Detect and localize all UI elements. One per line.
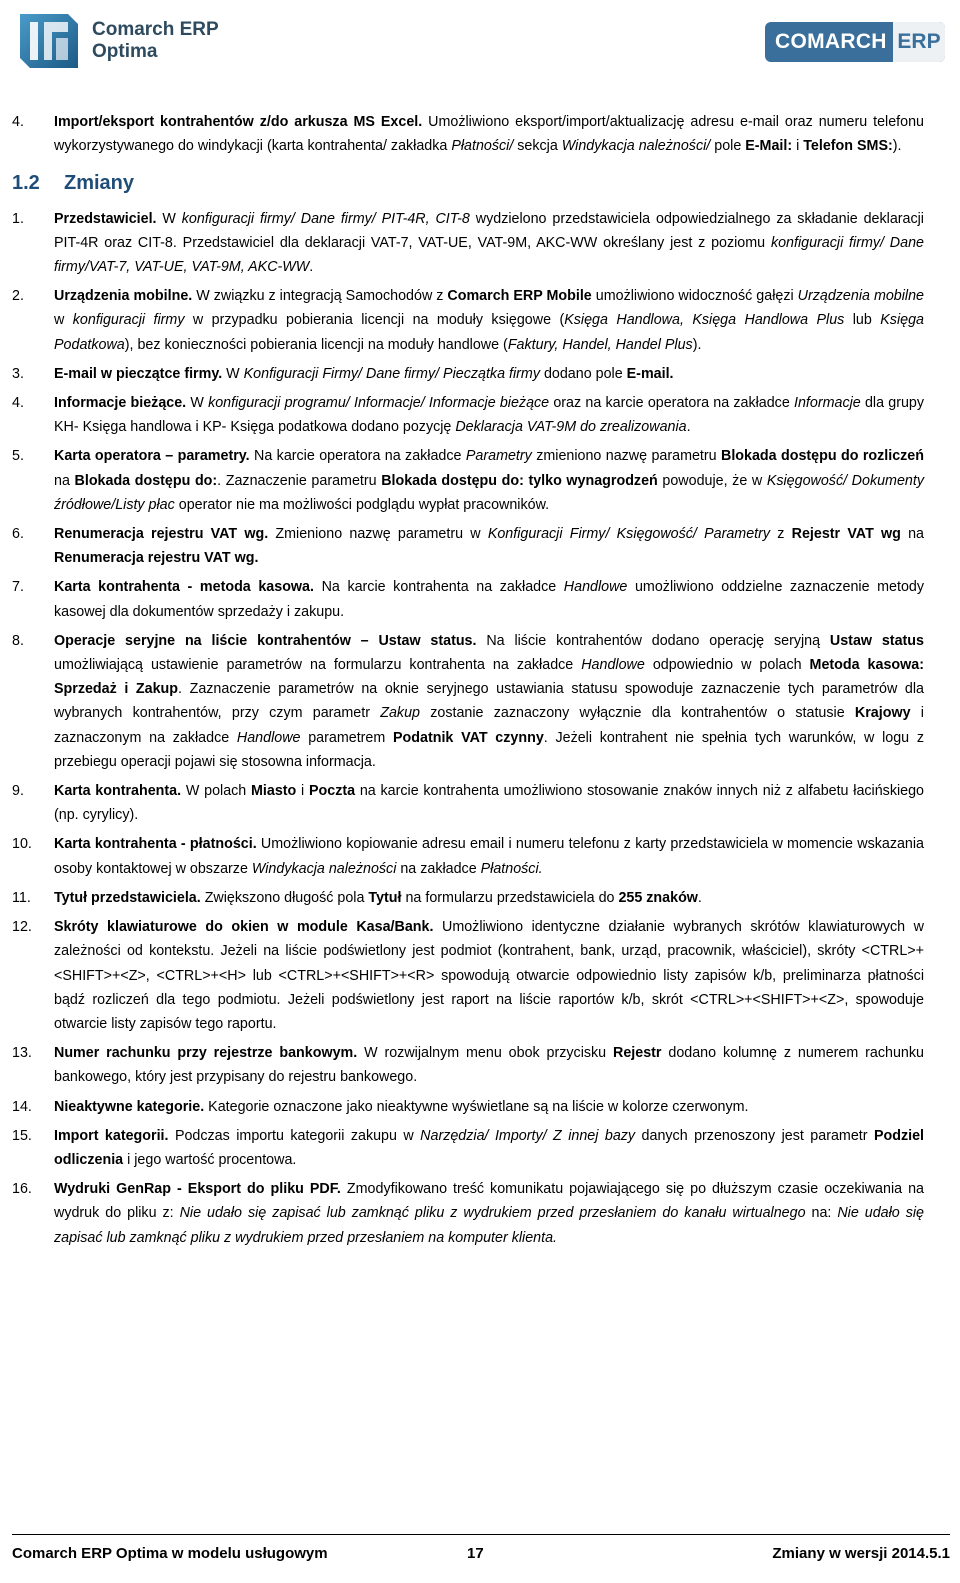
text-run: . Zaznaczenie parametru: [217, 472, 382, 489]
text-run: Tytuł: [368, 889, 402, 906]
text-run: na formularzu przedstawiciela do: [401, 889, 619, 906]
text-run: Konfiguracji Firmy/ Dane firmy/ Pieczątka firmy: [243, 365, 540, 382]
text-run: W: [222, 365, 244, 382]
intro-item-number: 4.: [12, 114, 24, 130]
text-run: Tytuł przedstawiciela.: [54, 889, 201, 906]
text-run: zmieniono nazwę parametru: [531, 448, 721, 465]
text-run: Comarch ERP Mobile: [447, 288, 592, 305]
list-item-number: 15.: [12, 1127, 32, 1144]
text-run: W: [156, 210, 182, 227]
text-run: Płatności/: [451, 138, 514, 155]
list-item: [12, 629, 924, 774]
text-run: Na liście kontrahentów dodano operację seryjną: [476, 632, 830, 649]
text-run: Urządzenia mobilne.: [54, 288, 193, 305]
list-item-text: [54, 886, 924, 910]
text-run: Blokada dostępu do rozliczeń: [721, 448, 924, 465]
text-run: powoduje, że w: [657, 472, 767, 489]
intro-item: [12, 110, 924, 158]
list-item-number: 16.: [12, 1181, 32, 1198]
text-run: i: [296, 783, 309, 800]
text-run: Umożliwiono eksport/import/aktualizację adresu e-mail oraz numeru telefonu wykorzystywanego do windykacji (karta kontrahenta/ zakładka: [54, 114, 925, 155]
text-run: Nie udało się zapisać lub zamknąć pliku z wydrukiem przed przesłaniem do kanału wirtualnego: [179, 1205, 806, 1222]
text-run: Windykacja należności: [251, 860, 397, 877]
text-run: Ustaw status: [829, 632, 924, 649]
footer-right-text: Zmiany w wersji 2014.5.1: [772, 1545, 950, 1562]
text-run: dodano pole: [539, 365, 627, 382]
text-run: Płatności.: [480, 860, 543, 877]
list-item-number: 14.: [12, 1098, 32, 1115]
text-run: Handlowe: [563, 579, 628, 596]
text-run: Miasto: [251, 783, 297, 800]
text-run: .: [309, 259, 314, 276]
list-item: [12, 284, 924, 357]
text-run: zostanie zaznaczony wyłącznie dla kontrahentów o statusie: [419, 705, 855, 722]
text-run: Parametry: [465, 448, 532, 465]
text-run: dodano kolumnę z numerem rachunku bankowego, który jest przypisany do rejestru bankowego.: [54, 1045, 924, 1086]
text-run: Deklaracja VAT-9M do zrealizowania: [455, 419, 687, 436]
list-item-text: [54, 915, 924, 1036]
text-run: ).: [692, 336, 702, 353]
text-run: Zakup: [380, 705, 420, 722]
text-run: Podczas importu kategorii zakupu w: [168, 1127, 421, 1144]
text-run: Umożliwiono kopiowanie adresu email i numeru telefonu z karty przedstawiciela w momencie wskazania osoby kontaktowej w obszarze: [54, 836, 924, 877]
text-run: na zakładce: [396, 860, 481, 877]
text-run: i zaznaczonym na zakładce: [54, 705, 924, 746]
text-run: konfiguracji firmy/ Dane firmy/ PIT-4R, CIT-8: [181, 210, 470, 227]
text-run: wydzielono przedstawiciela odpowiedzialnego za składanie deklaracji PIT-4R oraz CIT-8. Przedstawiciel dla deklaracji VAT-7, VAT-UE, VAT-9M, AKC-WW określany jest z poziomu: [54, 210, 924, 251]
text-run: Zmodyfikowano treść komunikatu pojawiającego się po dłuższym czasie oczekiwania na wydruk do pliku z:: [54, 1181, 924, 1222]
list-item: [12, 832, 924, 880]
text-run: Numer rachunku przy rejestrze bankowym.: [54, 1045, 358, 1062]
text-run: Na karcie kontrahenta na zakładce: [313, 579, 564, 596]
text-run: Przedstawiciel.: [54, 210, 157, 227]
text-run: .: [686, 419, 691, 436]
text-run: parametrem: [300, 729, 394, 746]
text-run: 255 znaków: [618, 889, 698, 906]
text-run: Blokada dostępu do:: [74, 472, 218, 489]
text-run: Faktury, Handel, Handel Plus: [507, 336, 693, 353]
text-run: Karta kontrahenta - metoda kasowa.: [54, 579, 314, 596]
list-item: [12, 1095, 924, 1119]
list-item-text: [54, 575, 924, 623]
text-run: Renumeracja rejestru VAT wg.: [54, 526, 269, 543]
optima-logo: [16, 10, 219, 72]
list-item-text: [54, 207, 924, 280]
text-run: Księga Handlowa, Księga Handlowa Plus: [564, 312, 845, 329]
list-item: [12, 391, 924, 439]
text-run: ).: [892, 138, 902, 155]
text-run: Konfiguracji Firmy/ Księgowość/ Parametry: [487, 526, 771, 543]
text-run: dla grupy KH- Księga handlowa i KP- Księga podatkowa dodano pozycję: [54, 395, 925, 436]
list-item-text: [54, 832, 924, 880]
list-item-number: 8.: [12, 632, 24, 649]
text-run: Import kategorii.: [54, 1127, 169, 1144]
text-run: sekcja: [513, 138, 562, 155]
text-run: Rejestr VAT wg: [791, 526, 901, 543]
list-item-text: [54, 444, 924, 517]
section-heading: [12, 171, 924, 195]
list-item: [12, 1124, 924, 1172]
list-item: [12, 1041, 924, 1089]
text-run: Krajowy: [854, 705, 911, 722]
footer-divider: [12, 1534, 950, 1535]
text-run: konfiguracji programu/ Informacje/ Informacje bieżące: [208, 395, 550, 412]
text-run: konfiguracji firmy/ Dane firmy/VAT-7, VAT-UE, VAT-9M, AKC-WW: [54, 234, 924, 276]
list-item: [12, 779, 924, 827]
list-item-number: 3.: [12, 365, 24, 382]
text-run: ), bez konieczności pobierania licencji na moduły handlowe (: [124, 336, 508, 353]
text-run: na karcie kontrahenta umożliwiono stosowanie znaków innych niż z alfabetu łacińskiego (np. cyrylicy).: [54, 783, 925, 824]
text-run: Import/eksport kontrahentów z/do arkusza MS Excel.: [54, 114, 423, 130]
section-number: 1.2: [12, 172, 40, 195]
text-run: umożliwiono widoczność gałęzi: [591, 288, 798, 305]
logo-line1: Comarch ERP: [92, 19, 219, 40]
list-item-text: [54, 629, 924, 774]
text-run: Metoda kasowa: Sprzedaż i Zakup: [54, 657, 924, 698]
list-item-number: 4.: [12, 395, 24, 412]
text-run: W: [186, 395, 209, 412]
text-run: umożliwiono oddzielne zaznaczenie metody kasowej dla dokumentów sprzedaży i zakupu.: [54, 579, 924, 620]
text-run: z: [770, 526, 792, 543]
text-run: E-Mail:: [745, 138, 793, 155]
section-title: Zmiany: [64, 172, 135, 195]
text-run: konfiguracji firmy: [72, 312, 185, 329]
list-item: [12, 1177, 924, 1250]
text-run: E-mail w pieczątce firmy.: [54, 365, 223, 382]
text-run: . Jeżeli kontrahent nie spełnia tych warunków, w logu z przebiegu operacji pojawi się stosowna informacja.: [54, 729, 925, 770]
list-item-number: 6.: [12, 526, 24, 543]
text-run: Handlowe: [236, 729, 301, 746]
text-run: Rejestr: [613, 1045, 662, 1062]
text-run: Telefon SMS:: [803, 138, 893, 155]
list-item: [12, 886, 924, 910]
list-item-text: [54, 779, 924, 827]
text-run: Wydruki GenRap - Eksport do pliku PDF.: [54, 1181, 341, 1198]
text-run: Zmieniono nazwę parametru w: [268, 526, 488, 543]
erp-brand-text: ERP: [893, 22, 945, 62]
optima-logo-mark: [16, 10, 82, 72]
text-run: . Zaznaczenie parametrów na oknie seryjnego ustawiania statusu spowoduje zaznaczenie tych parametrów dla wybranych kontrahentów, przy czym parametr: [54, 681, 924, 722]
list-item-text: [54, 362, 924, 386]
list-item-text: [54, 1177, 924, 1250]
list-item-text: [54, 1095, 924, 1119]
list-item: [12, 522, 924, 570]
text-run: W rozwijalnym menu obok przycisku: [357, 1045, 614, 1062]
comarch-erp-logo: [765, 22, 945, 62]
text-run: Zwiększono długość pola: [200, 889, 369, 906]
list-item-text: [54, 1041, 924, 1089]
list-item-number: 13.: [12, 1045, 32, 1062]
list-item: [12, 444, 924, 517]
intro-item-text: [54, 110, 924, 158]
page-header: [0, 0, 960, 96]
text-run: Narzędzia/ Importy/ Z innej bazy: [420, 1127, 636, 1144]
list-item-number: 1.: [12, 210, 24, 227]
text-run: W polach: [181, 783, 252, 800]
list-item-text: [54, 522, 924, 570]
list-item-text: [54, 1124, 924, 1172]
logo-line2: Optima: [92, 41, 158, 62]
text-run: lub: [844, 312, 881, 329]
list-item-number: 12.: [12, 919, 32, 936]
list-item: [12, 207, 924, 280]
text-run: i: [792, 138, 804, 155]
text-run: na: [54, 472, 75, 489]
text-run: Nie udało się zapisać lub zamknąć pliku z wydrukiem przed przesłaniem na komputer klienta.: [54, 1205, 924, 1246]
text-run: Poczta: [309, 783, 356, 800]
text-run: Karta kontrahenta.: [54, 783, 182, 800]
text-run: Urządzenia mobilne: [797, 288, 925, 305]
text-run: odpowiednio w polach: [644, 657, 810, 674]
text-run: operator nie ma możliwości podglądu wypłat pracowników.: [174, 496, 550, 513]
list-item-number: 9.: [12, 783, 24, 800]
text-run: Renumeracja rejestru VAT wg.: [54, 550, 259, 567]
text-run: Karta operatora – parametry.: [54, 448, 250, 465]
document-body: [12, 110, 924, 1250]
comarch-brand-text: COMARCH: [775, 30, 887, 53]
text-run: Księga Podatkowa: [54, 312, 924, 353]
text-run: Operacje seryjne na liście kontrahentów – Ustaw status.: [54, 632, 477, 649]
text-run: Podatnik VAT czynny: [393, 729, 544, 746]
list-item-number: 10.: [12, 836, 32, 853]
changes-list: [12, 207, 924, 1250]
text-run: Nieaktywne kategorie.: [54, 1098, 205, 1115]
text-run: pole: [710, 138, 746, 155]
text-run: w: [54, 312, 73, 329]
text-run: na: [900, 526, 924, 543]
text-run: umożliwiającą ustawienie parametrów na formularzu kontrahenta na zakładce: [54, 657, 582, 674]
text-run: W związku z integracją Samochodów z: [192, 288, 448, 305]
list-item: [12, 362, 924, 386]
list-item-number: 11.: [12, 889, 31, 906]
text-run: Umożliwiono identyczne działanie wybranych skrótów klawiaturowych w zależności od kontekstu. Jeżeli na liście podświetlony jest podmiot (kontrahent, bank, urząd, pracownik, właściciel), skróty <CTRL>+<SHIFT>+<Z>, <CTRL>+<H> lub <CTRL>+<SHIFT>+<R> spowodują otwarcie odpowiednio listy zapisów k/b, preliminarza płatności bądź rozliczeń dla tego podmiotu. Jeżeli podświetlony jest raport na liście raportów k/b, skrót <CTRL>+<SHIFT>+<Z>, spowoduje otwarcie listy zapisów tego raportu.: [54, 919, 924, 1032]
text-run: Księgowość/ Dokumenty źródłowe/Listy płac: [54, 472, 924, 513]
text-run: Blokada dostępu do: tylko wynagrodzeń: [381, 472, 658, 489]
text-run: Windykacja należności/: [561, 138, 711, 155]
text-run: E-mail.: [626, 365, 674, 382]
text-run: Skróty klawiaturowe do okien w module Kasa/Bank.: [54, 919, 434, 936]
text-run: Karta kontrahenta - płatności.: [54, 836, 257, 853]
text-run: oraz na karcie operatora na zakładce: [549, 395, 794, 412]
text-run: .: [697, 889, 702, 906]
list-item: [12, 915, 924, 1036]
text-run: na:: [805, 1205, 838, 1222]
text-run: Na karcie operatora na zakładce: [249, 448, 466, 465]
text-run: Informacje bieżące.: [54, 395, 187, 412]
text-run: w przypadku pobierania licencji na moduły księgowe (: [184, 312, 565, 329]
list-item-number: 5.: [12, 448, 24, 465]
text-run: Podziel odliczenia: [54, 1127, 925, 1168]
text-run: i jego wartość procentowa.: [123, 1151, 297, 1168]
text-run: Kategorie oznaczone jako nieaktywne wyświetlane są na liście w kolorze czerwonym.: [204, 1098, 749, 1115]
list-item: [12, 575, 924, 623]
text-run: danych przenoszony jest parametr: [635, 1127, 874, 1144]
list-item-text: [54, 391, 924, 439]
footer-left-text: Comarch ERP Optima w modelu usługowym: [12, 1545, 328, 1562]
list-item-number: 7.: [12, 579, 24, 596]
page-number: 17: [467, 1545, 484, 1562]
list-item-text: [54, 284, 924, 357]
text-run: Handlowe: [581, 657, 645, 674]
list-item-number: 2.: [12, 288, 24, 305]
text-run: Informacje: [794, 395, 861, 412]
